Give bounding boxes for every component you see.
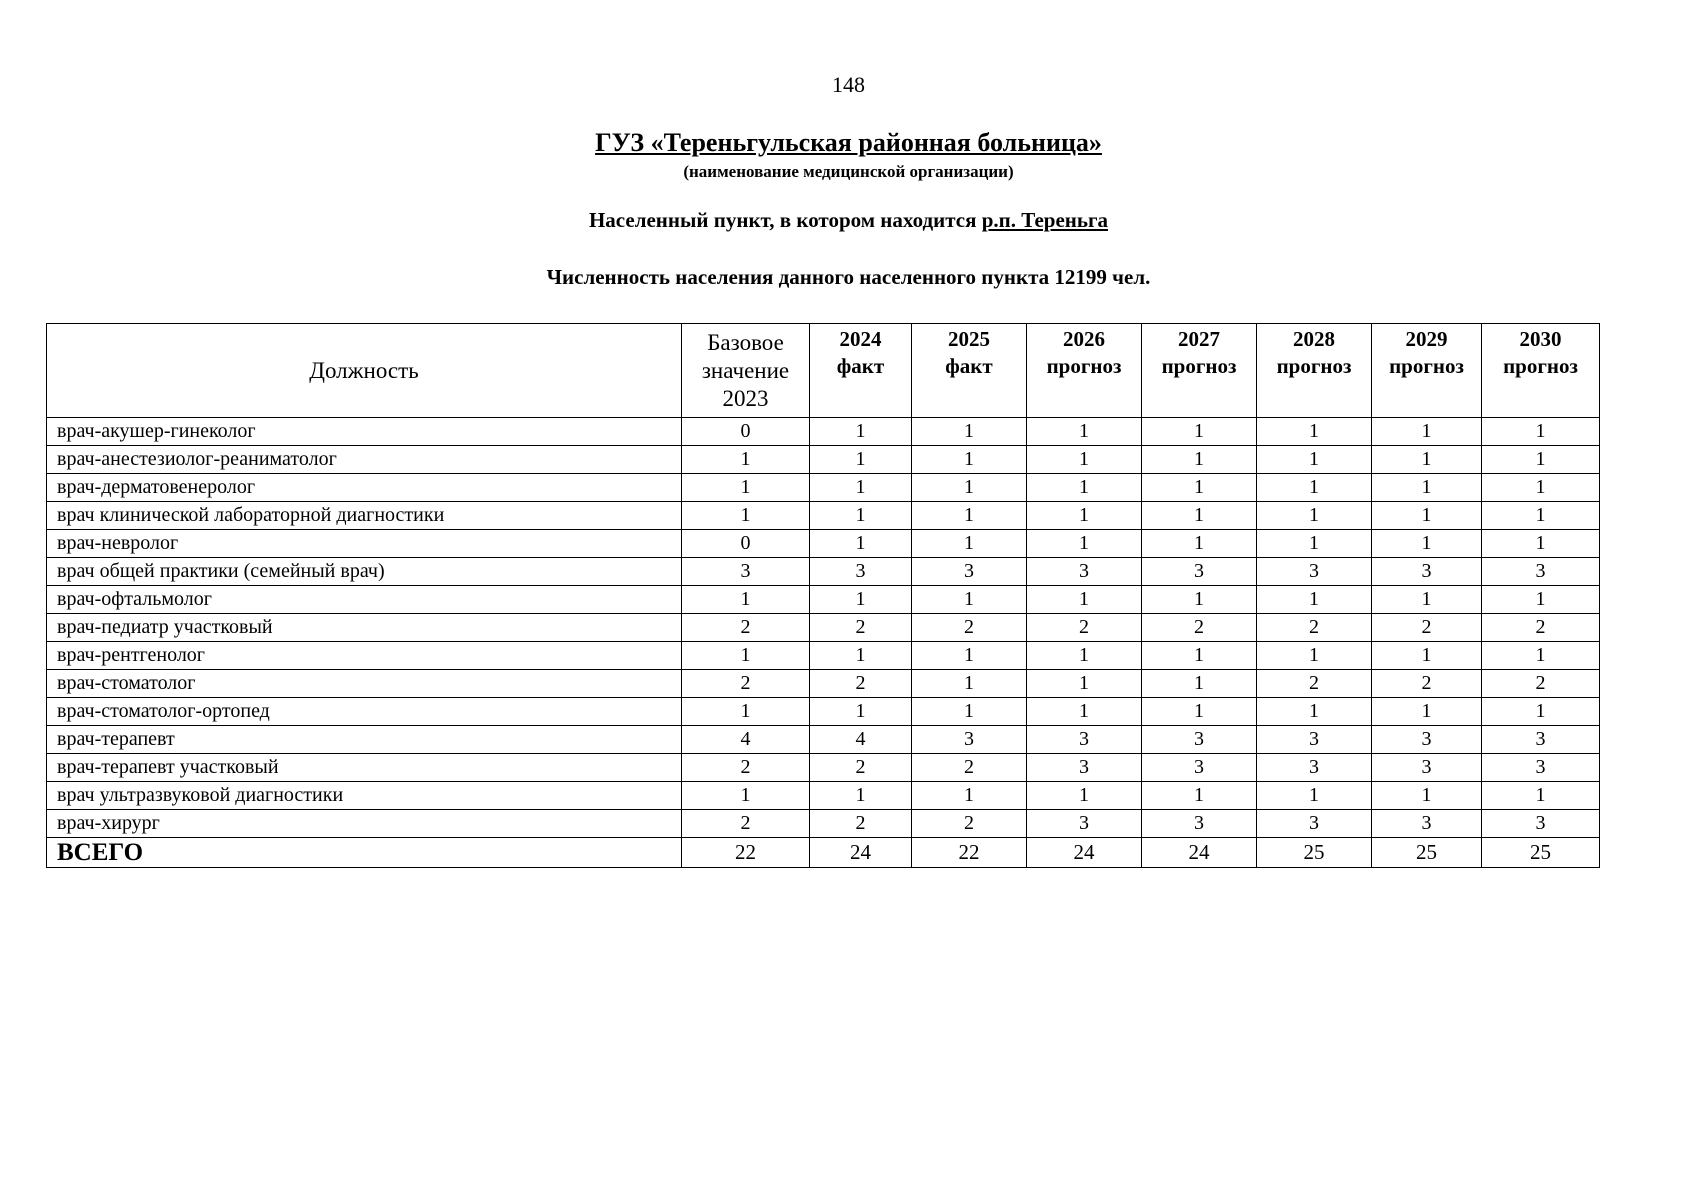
total-label: ВСЕГО (47, 838, 682, 868)
value-cell: 3 (1257, 558, 1372, 586)
year-header (1482, 324, 1600, 418)
value-cell: 1 (1482, 782, 1600, 810)
value-cell: 1 (912, 502, 1027, 530)
value-cell: 2 (1257, 614, 1372, 642)
year-header-year: 2024 (839, 327, 882, 351)
staffing-table (46, 323, 1600, 868)
value-cell: 1 (1027, 670, 1142, 698)
value-cell: 1 (1372, 530, 1482, 558)
table-row (47, 446, 1600, 474)
table-row (47, 698, 1600, 726)
value-cell: 2 (912, 614, 1027, 642)
position-cell: врач-дерматовенеролог (47, 474, 682, 502)
total-value-cell: 22 (682, 838, 810, 868)
value-cell: 3 (810, 558, 912, 586)
locality-line (0, 208, 1697, 233)
value-cell: 1 (1372, 446, 1482, 474)
value-cell: 2 (1142, 614, 1257, 642)
value-cell: 1 (1372, 586, 1482, 614)
value-cell: 1 (912, 446, 1027, 474)
value-cell: 1 (1142, 586, 1257, 614)
value-cell: 2 (1372, 670, 1482, 698)
position-cell: врач-терапевт участковый (47, 754, 682, 782)
value-cell: 2 (810, 810, 912, 838)
value-cell: 1 (810, 530, 912, 558)
value-cell: 1 (810, 586, 912, 614)
year-header (912, 324, 1027, 418)
value-cell: 1 (1372, 698, 1482, 726)
value-cell: 1 (810, 698, 912, 726)
table-row (47, 530, 1600, 558)
value-cell: 1 (1372, 502, 1482, 530)
position-cell: врач-акушер-гинеколог (47, 418, 682, 446)
organization-title (0, 128, 1697, 158)
value-cell: 3 (1027, 754, 1142, 782)
value-cell: 1 (1027, 530, 1142, 558)
value-cell: 1 (912, 586, 1027, 614)
table-row (47, 502, 1600, 530)
table-row (47, 810, 1600, 838)
table-header-row (47, 324, 1600, 418)
year-header (1257, 324, 1372, 418)
value-cell: 1 (1257, 502, 1372, 530)
value-cell: 3 (1372, 810, 1482, 838)
year-header-kind: прогноз (1503, 354, 1578, 378)
value-cell: 1 (1142, 474, 1257, 502)
position-header: Должность (47, 324, 682, 418)
position-cell: врач-стоматолог (47, 670, 682, 698)
base-header-line: значение (701, 357, 790, 383)
value-cell: 2 (810, 614, 912, 642)
value-cell: 1 (1027, 698, 1142, 726)
table-row (47, 474, 1600, 502)
value-cell: 3 (1142, 726, 1257, 754)
value-cell: 1 (682, 782, 810, 810)
value-cell: 3 (1482, 558, 1600, 586)
value-cell: 3 (1372, 754, 1482, 782)
position-cell: врач-невролог (47, 530, 682, 558)
value-cell: 2 (1372, 614, 1482, 642)
value-cell: 1 (1142, 670, 1257, 698)
value-cell: 2 (912, 810, 1027, 838)
value-cell: 1 (810, 446, 912, 474)
value-cell: 2 (682, 810, 810, 838)
total-value-cell: 24 (1027, 838, 1142, 868)
value-cell: 3 (1372, 726, 1482, 754)
value-cell: 1 (912, 670, 1027, 698)
value-cell: 3 (912, 726, 1027, 754)
value-cell: 3 (1142, 810, 1257, 838)
value-cell: 1 (912, 418, 1027, 446)
table-row (47, 614, 1600, 642)
total-row (47, 838, 1600, 868)
table-row (47, 586, 1600, 614)
locality-name: р.п. Тереньга (981, 208, 1109, 232)
table-row (47, 754, 1600, 782)
year-header (810, 324, 912, 418)
position-cell: врач-педиатр участковый (47, 614, 682, 642)
table-row (47, 726, 1600, 754)
value-cell: 1 (682, 586, 810, 614)
year-header-year: 2028 (1293, 327, 1335, 351)
value-cell: 3 (1027, 558, 1142, 586)
value-cell: 3 (1257, 754, 1372, 782)
value-cell: 1 (1482, 474, 1600, 502)
value-cell: 2 (912, 754, 1027, 782)
value-cell: 1 (1482, 530, 1600, 558)
table-row (47, 642, 1600, 670)
value-cell: 2 (1482, 670, 1600, 698)
value-cell: 2 (810, 754, 912, 782)
value-cell: 1 (1482, 586, 1600, 614)
organization-name: ГУЗ «Тереньгульская районная больница» (595, 128, 1102, 157)
total-value-cell: 24 (1142, 838, 1257, 868)
value-cell: 1 (912, 474, 1027, 502)
value-cell: 1 (1482, 418, 1600, 446)
value-cell: 3 (1142, 558, 1257, 586)
value-cell: 2 (1482, 614, 1600, 642)
value-cell: 1 (810, 782, 912, 810)
total-value-cell: 25 (1372, 838, 1482, 868)
value-cell: 1 (1142, 642, 1257, 670)
value-cell: 1 (1257, 446, 1372, 474)
value-cell: 1 (1027, 642, 1142, 670)
value-cell: 1 (1027, 782, 1142, 810)
value-cell: 3 (1482, 754, 1600, 782)
value-cell: 1 (1142, 698, 1257, 726)
value-cell: 1 (1482, 698, 1600, 726)
value-cell: 1 (1257, 474, 1372, 502)
value-cell: 1 (912, 642, 1027, 670)
year-header-kind: прогноз (1389, 354, 1464, 378)
year-header-kind: факт (945, 354, 993, 378)
year-header-kind: прогноз (1276, 354, 1352, 378)
value-cell: 1 (1257, 698, 1372, 726)
value-cell: 1 (1257, 586, 1372, 614)
year-header (1372, 324, 1482, 418)
value-cell: 3 (1142, 754, 1257, 782)
value-cell: 2 (810, 670, 912, 698)
total-value-cell: 25 (1482, 838, 1600, 868)
year-header-year: 2027 (1178, 327, 1220, 351)
position-cell: врач-хирург (47, 810, 682, 838)
value-cell: 1 (1482, 502, 1600, 530)
value-cell: 1 (912, 698, 1027, 726)
table-row (47, 558, 1600, 586)
position-cell: врач-терапевт (47, 726, 682, 754)
year-header-kind: прогноз (1161, 354, 1237, 378)
table-row (47, 782, 1600, 810)
value-cell: 0 (682, 530, 810, 558)
value-cell: 1 (1257, 642, 1372, 670)
value-cell: 1 (912, 782, 1027, 810)
value-cell: 1 (1027, 474, 1142, 502)
year-header (1142, 324, 1257, 418)
base-header-line: 2023 (722, 385, 769, 411)
table-body (47, 418, 1600, 868)
value-cell: 2 (1257, 670, 1372, 698)
position-cell: врач клинической лабораторной диагностики (47, 502, 682, 530)
year-header-kind: прогноз (1046, 354, 1122, 378)
value-cell: 3 (1257, 810, 1372, 838)
position-cell: врач-рентгенолог (47, 642, 682, 670)
page-number: 148 (832, 72, 865, 97)
locality-prefix: Населенный пункт, в котором находится (588, 208, 977, 232)
value-cell: 1 (1142, 782, 1257, 810)
value-cell: 1 (810, 502, 912, 530)
value-cell: 1 (1142, 446, 1257, 474)
value-cell: 1 (1142, 502, 1257, 530)
value-cell: 1 (1257, 418, 1372, 446)
year-header-year: 2030 (1519, 327, 1562, 351)
value-cell: 1 (810, 474, 912, 502)
position-cell: врач-стоматолог-ортопед (47, 698, 682, 726)
value-cell: 3 (1482, 726, 1600, 754)
year-header (1027, 324, 1142, 418)
value-cell: 1 (1372, 474, 1482, 502)
position-cell: врач общей практики (семейный врач) (47, 558, 682, 586)
value-cell: 1 (1142, 530, 1257, 558)
value-cell: 1 (682, 474, 810, 502)
value-cell: 1 (810, 642, 912, 670)
organization-caption: (наименование медицинской организации) (683, 162, 1014, 181)
value-cell: 1 (1372, 418, 1482, 446)
table-row (47, 670, 1600, 698)
value-cell: 2 (682, 670, 810, 698)
base-header-line: Базовое (707, 329, 784, 355)
value-cell: 2 (682, 614, 810, 642)
value-cell: 1 (1372, 642, 1482, 670)
year-header-year: 2025 (948, 327, 990, 351)
value-cell: 1 (810, 418, 912, 446)
value-cell: 1 (1372, 782, 1482, 810)
base-value-header (682, 324, 810, 418)
total-value-cell: 24 (810, 838, 912, 868)
total-value-cell: 25 (1257, 838, 1372, 868)
total-value-cell: 22 (912, 838, 1027, 868)
value-cell: 3 (1027, 726, 1142, 754)
value-cell: 1 (682, 446, 810, 474)
year-header-year: 2029 (1405, 327, 1448, 351)
value-cell: 1 (1027, 418, 1142, 446)
value-cell: 2 (682, 754, 810, 782)
position-cell: врач ультразвуковой диагностики (47, 782, 682, 810)
value-cell: 1 (682, 502, 810, 530)
year-header-kind: факт (836, 354, 885, 378)
value-cell: 3 (1257, 726, 1372, 754)
population-line: Численность населения данного населенного пункта 12199 чел. (546, 265, 1151, 289)
value-cell: 1 (912, 530, 1027, 558)
value-cell: 2 (1027, 614, 1142, 642)
value-cell: 3 (1027, 810, 1142, 838)
position-cell: врач-анестезиолог-реаниматолог (47, 446, 682, 474)
value-cell: 1 (1027, 502, 1142, 530)
value-cell: 3 (682, 558, 810, 586)
value-cell: 1 (1482, 642, 1600, 670)
value-cell: 3 (912, 558, 1027, 586)
value-cell: 1 (1257, 530, 1372, 558)
value-cell: 3 (1482, 810, 1600, 838)
value-cell: 1 (1142, 418, 1257, 446)
value-cell: 0 (682, 418, 810, 446)
value-cell: 1 (1027, 586, 1142, 614)
value-cell: 1 (682, 698, 810, 726)
value-cell: 4 (682, 726, 810, 754)
value-cell: 1 (1027, 446, 1142, 474)
position-cell: врач-офтальмолог (47, 586, 682, 614)
value-cell: 3 (1372, 558, 1482, 586)
table-row (47, 418, 1600, 446)
value-cell: 1 (1257, 782, 1372, 810)
value-cell: 4 (810, 726, 912, 754)
value-cell: 1 (1482, 446, 1600, 474)
year-header-year: 2026 (1063, 327, 1105, 351)
value-cell: 1 (682, 642, 810, 670)
